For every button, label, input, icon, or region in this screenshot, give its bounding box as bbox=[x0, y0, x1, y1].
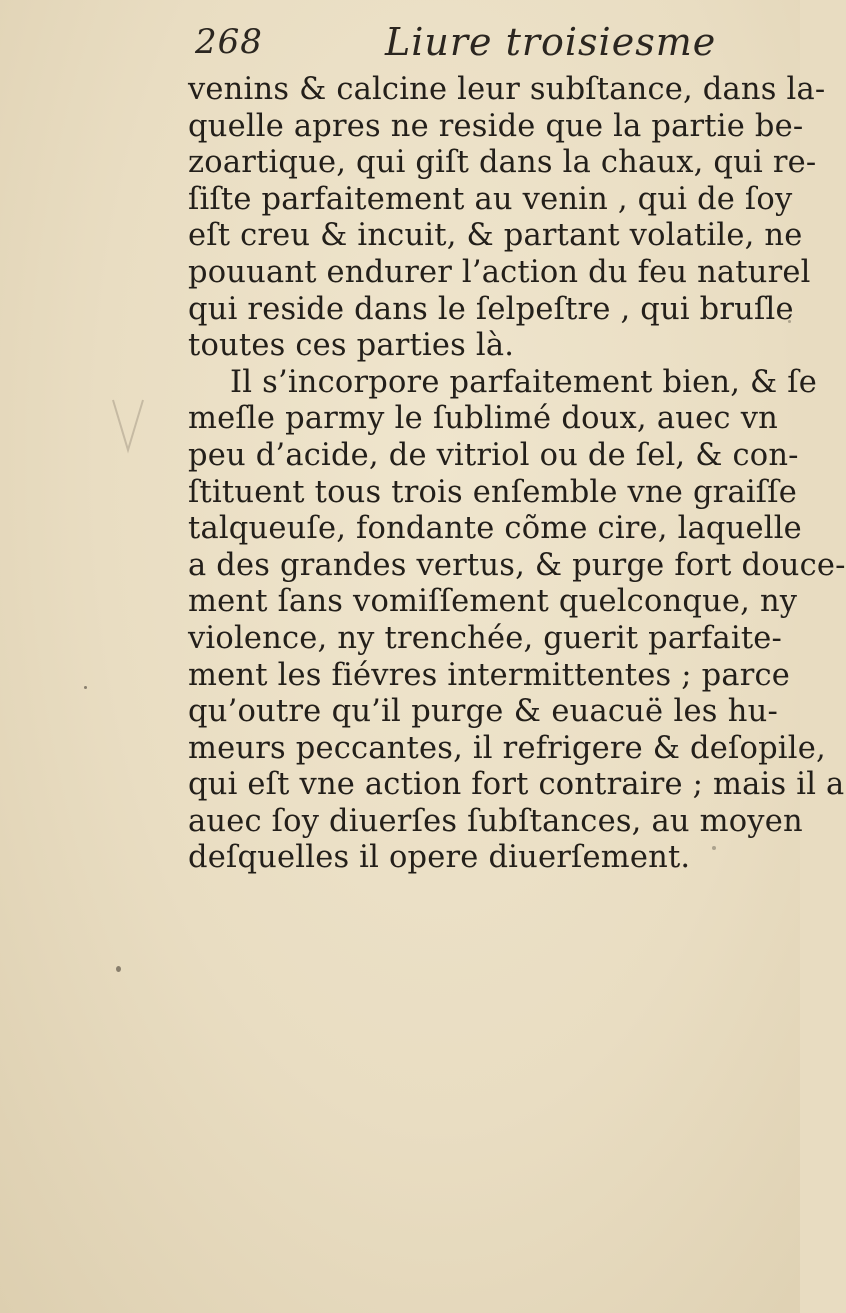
page-number: 268 bbox=[195, 22, 263, 62]
text-line: meſle parmy le ſublimé doux, auec vn bbox=[188, 401, 778, 437]
body-text bbox=[188, 72, 846, 877]
text-line: deſquelles il opere diuerſement. bbox=[188, 840, 691, 876]
text-line: ment ſans vomiſſement quelconque, ny bbox=[188, 584, 798, 620]
text-line: meurs peccantes, il refrigere & deſopile, bbox=[188, 730, 826, 766]
text-line: talqueuſe, fondante cõme cire, laquelle bbox=[188, 511, 802, 547]
text-line: Il s’incorpore parfaitement bien, & ſe bbox=[230, 364, 818, 400]
text-line: qui reside dans le ſelpeſtre , qui bruſle bbox=[188, 291, 794, 327]
text-line: eſt creu & incuit, & partant volatile, ne bbox=[188, 218, 803, 254]
paper-speck bbox=[116, 966, 121, 972]
text-line: ſiſte parfaitement au venin , qui de ſoy bbox=[188, 181, 793, 217]
paper-speck bbox=[84, 686, 87, 689]
running-title: Liure troisiesme bbox=[385, 20, 717, 64]
text-line: auec ſoy diuerſes ſubſtances, au moyen bbox=[188, 803, 803, 839]
text-line: venins & calcine leur subſtance, dans la- bbox=[188, 72, 826, 107]
paragraph-1 bbox=[188, 72, 826, 365]
paper-speck bbox=[788, 320, 791, 323]
text-line: violence, ny trenchée, guerit parfaite- bbox=[188, 620, 783, 656]
text-line: qu’outre qu’il purge & euacuë les hu- bbox=[188, 694, 778, 730]
text-line: toutes ces parties là. bbox=[188, 328, 515, 364]
text-line: quelle apres ne reside que la partie be- bbox=[188, 108, 804, 144]
paragraph-2 bbox=[188, 364, 846, 877]
faint-margin-mark bbox=[108, 395, 148, 455]
text-line: ſtituent tous trois enſemble vne graiſſe bbox=[188, 474, 798, 510]
text-line: pouuant endurer l’action du feu naturel bbox=[188, 254, 811, 290]
running-head bbox=[195, 14, 755, 70]
text-line: peu d’acide, de vitriol ou de ſel, & con- bbox=[188, 437, 799, 473]
text-line: a des grandes vertus, & purge fort douce- bbox=[188, 547, 846, 583]
text-line: zoartique, qui giſt dans la chaux, qui re- bbox=[188, 145, 817, 181]
paper-speck bbox=[712, 846, 716, 850]
text-line: qui eſt vne action fort contraire ; mais il a bbox=[188, 767, 845, 803]
text-line: ment les fiévres intermittentes ; parce bbox=[188, 657, 791, 693]
